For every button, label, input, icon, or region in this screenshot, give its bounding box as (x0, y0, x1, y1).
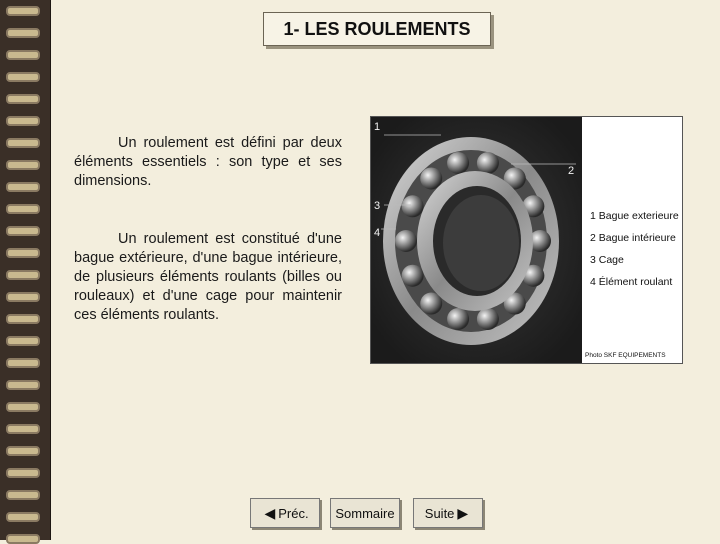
bearing-ball (420, 167, 442, 189)
binding-ring (6, 534, 40, 544)
binding-ring (6, 226, 40, 236)
legend-item-rolling-element: 4 Élément roulant (590, 276, 673, 288)
bearing-ball (447, 152, 469, 174)
label-number-4: 4 (374, 227, 381, 239)
bearing-ball (420, 293, 442, 315)
binding-ring (6, 138, 40, 148)
binding-ring (6, 512, 40, 522)
binding-ring (6, 28, 40, 38)
binding-ring (6, 248, 40, 258)
binding-ring (6, 204, 40, 214)
legend-item-outer-ring: 1 Bague exterieure (590, 210, 679, 222)
page-title (263, 12, 491, 46)
previous-button[interactable] (250, 498, 320, 528)
binding-ring (6, 380, 40, 390)
bearing-photo (370, 116, 683, 364)
binding-ring (6, 160, 40, 170)
binding-ring (6, 468, 40, 478)
left-arrow-icon: ◀ (264, 504, 276, 521)
bearing-ball (402, 195, 424, 217)
bearing-ball (477, 308, 499, 330)
binding-ring (6, 270, 40, 280)
binding-ring (6, 116, 40, 126)
binding-ring (6, 182, 40, 192)
photo-credit: Photo SKF EQUIPEMENTS (585, 352, 666, 359)
summary-button-label: Sommaire (335, 505, 395, 521)
label-number-2: 2 (568, 165, 575, 177)
bearing-ball (395, 230, 417, 252)
binding-ring (6, 358, 40, 368)
next-button[interactable] (413, 498, 483, 528)
summary-button[interactable] (330, 498, 400, 528)
next-button-label: Suite (424, 505, 455, 521)
bearing-illustration (371, 117, 582, 363)
bearing-ball (402, 265, 424, 287)
binding-ring (6, 314, 40, 324)
binding-ring (6, 424, 40, 434)
bearing-ball (477, 152, 499, 174)
binding-ring (6, 72, 40, 82)
binding-ring (6, 402, 40, 412)
bearing-ball (447, 308, 469, 330)
label-number-1: 1 (374, 121, 381, 133)
binding-ring (6, 292, 40, 302)
binding-ring (6, 336, 40, 346)
right-arrow-icon: ▶ (457, 504, 469, 521)
binding-ring (6, 446, 40, 456)
page-title-text: 1- LES ROULEMENTS (283, 18, 471, 39)
spiral-binding (0, 0, 51, 540)
binding-ring (6, 490, 40, 500)
composition-paragraph: Un roulement est constitué d'une bague extérieure, d'une bague intérieure, de plusieurs éléments roulants (billes ou rouleaux) et d'une cage pour maintenir ces éléments roulants. (74, 231, 342, 323)
label-number-3: 3 (374, 200, 381, 212)
legend-item-inner-ring: 2 Bague intérieure (590, 232, 676, 244)
intro-paragraph: Un roulement est défini par deux éléments essentiels : son type et ses dimensions. (74, 135, 342, 189)
binding-ring (6, 50, 40, 60)
binding-ring (6, 6, 40, 16)
previous-button-label: Préc. (278, 505, 309, 521)
legend-item-cage: 3 Cage (590, 254, 624, 266)
binding-ring (6, 94, 40, 104)
